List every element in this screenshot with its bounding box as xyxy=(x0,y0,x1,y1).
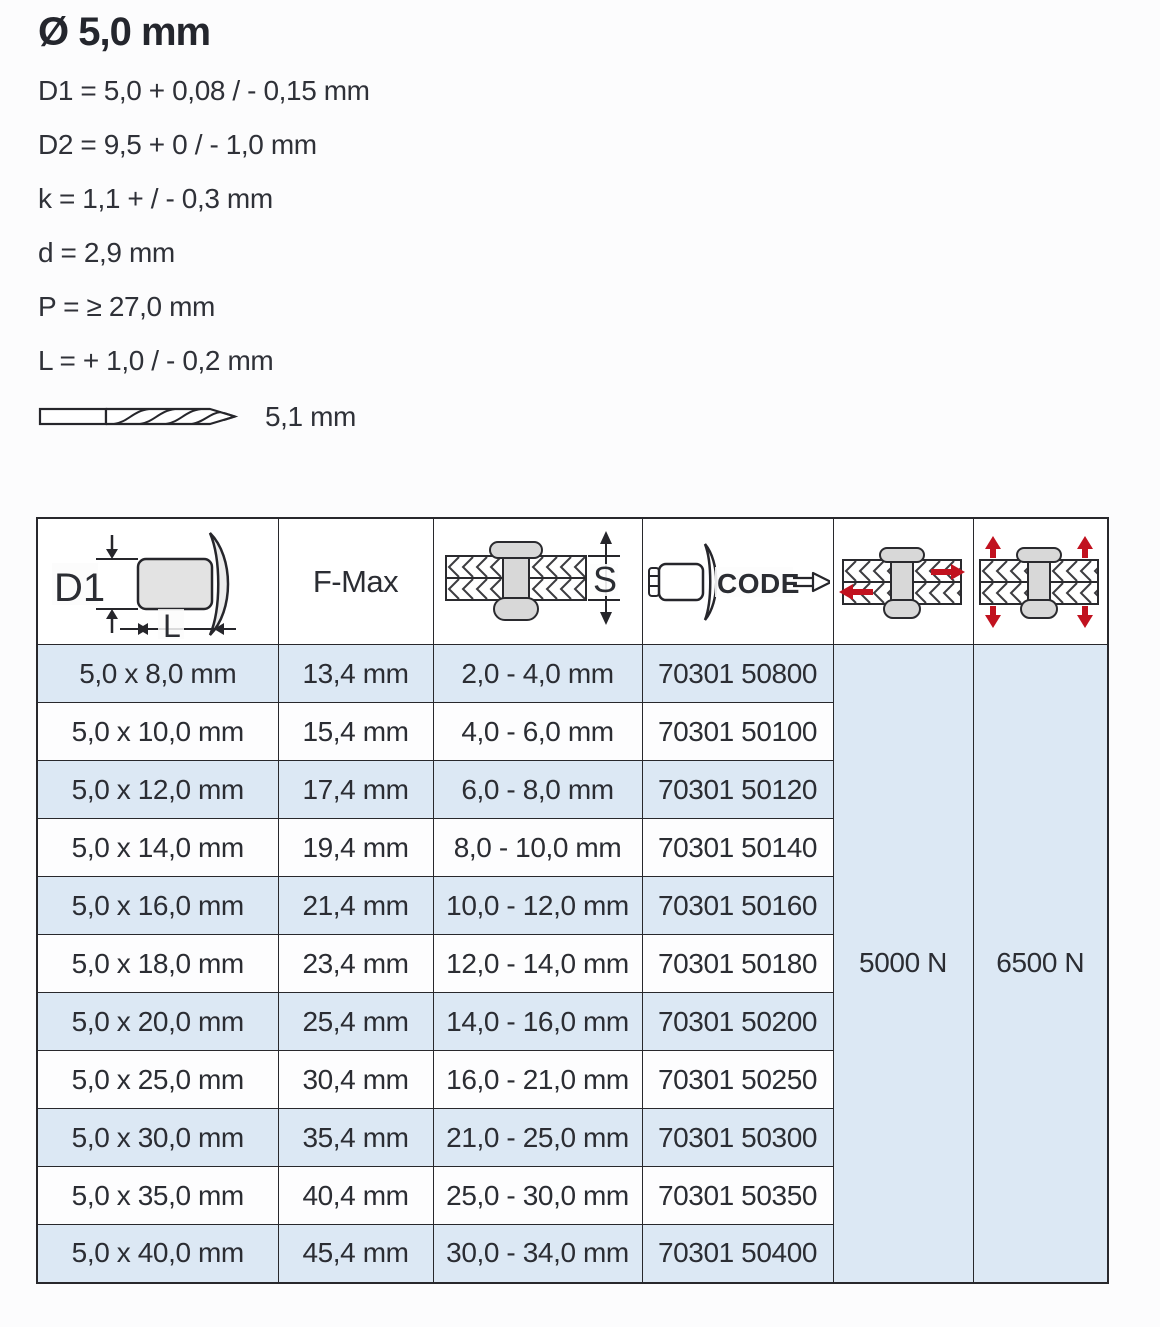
grip-range-cell: 4,0 - 6,0 mm xyxy=(433,703,642,761)
fmax-cell: 25,4 mm xyxy=(278,993,433,1051)
fmax-cell: 23,4 mm xyxy=(278,935,433,993)
spec-list xyxy=(38,77,1160,375)
shear-strength-diagram xyxy=(839,534,967,630)
size-cell: 5,0 x 12,0 mm xyxy=(37,761,278,819)
grip-range-cell: 30,0 - 34,0 mm xyxy=(433,1225,642,1283)
grip-range-s-label: S xyxy=(593,558,618,600)
l-dimension-label: L xyxy=(163,607,182,641)
code-cell: 70301 50140 xyxy=(642,819,833,877)
rivet-tail xyxy=(494,598,538,620)
size-cell: 5,0 x 25,0 mm xyxy=(37,1051,278,1109)
spec-line-k: k = 1,1 + / - 0,3 mm xyxy=(38,183,273,214)
drill-diameter-label: 5,1 mm xyxy=(265,401,356,432)
code-cell: 70301 50400 xyxy=(642,1225,833,1283)
fmax-cell: 21,4 mm xyxy=(278,877,433,935)
grip-range-cell: 8,0 - 10,0 mm xyxy=(433,819,642,877)
spec-line-d2: D2 = 9,5 + 0 / - 1,0 mm xyxy=(38,129,317,160)
size-cell: 5,0 x 40,0 mm xyxy=(37,1225,278,1283)
size-cell: 5,0 x 20,0 mm xyxy=(37,993,278,1051)
col-header-shear-strength xyxy=(833,518,973,645)
fmax-cell: 35,4 mm xyxy=(278,1109,433,1167)
code-cell: 70301 50120 xyxy=(642,761,833,819)
table-row xyxy=(37,645,1108,703)
grip-range-cell: 6,0 - 8,0 mm xyxy=(433,761,642,819)
drill-bit-icon xyxy=(38,402,243,432)
grip-range-cell: 2,0 - 4,0 mm xyxy=(433,645,642,703)
spec-line-d1: D1 = 5,0 + 0,08 / - 0,15 mm xyxy=(38,75,370,106)
fmax-cell: 13,4 mm xyxy=(278,645,433,703)
size-cell: 5,0 x 10,0 mm xyxy=(37,703,278,761)
rivet-head xyxy=(490,542,542,558)
grip-range-cell: 14,0 - 16,0 mm xyxy=(433,993,642,1051)
col-header-dimensions xyxy=(37,518,278,645)
code-label: CODE xyxy=(717,567,800,599)
fmax-cell: 19,4 mm xyxy=(278,819,433,877)
size-cell: 5,0 x 35,0 mm xyxy=(37,1167,278,1225)
size-cell: 5,0 x 16,0 mm xyxy=(37,877,278,935)
code-cell: 70301 50350 xyxy=(642,1167,833,1225)
col-header-code xyxy=(642,518,833,645)
fmax-cell: 40,4 mm xyxy=(278,1167,433,1225)
size-cell: 5,0 x 14,0 mm xyxy=(37,819,278,877)
col-header-fmax: F-Max xyxy=(278,518,433,645)
fmax-cell: 30,4 mm xyxy=(278,1051,433,1109)
shear-strength-value: 5000 N xyxy=(833,645,973,1283)
fmax-cell: 17,4 mm xyxy=(278,761,433,819)
col-header-grip-range xyxy=(433,518,642,645)
grip-range-cell: 25,0 - 30,0 mm xyxy=(433,1167,642,1225)
spec-line-d: d = 2,9 mm xyxy=(38,237,175,268)
page-title: Ø 5,0 mm xyxy=(38,10,211,54)
spec-line-l: L = + 1,0 / - 0,2 mm xyxy=(38,345,274,376)
code-cell: 70301 50160 xyxy=(642,877,833,935)
grip-range-cell: 16,0 - 21,0 mm xyxy=(433,1051,642,1109)
code-cell: 70301 50250 xyxy=(642,1051,833,1109)
col-header-tensile-strength xyxy=(973,518,1108,645)
d1-dimension-label: D1 xyxy=(54,565,106,610)
grip-range-cell: 10,0 - 12,0 mm xyxy=(433,877,642,935)
code-cell: 70301 50200 xyxy=(642,993,833,1051)
code-cell: 70301 50100 xyxy=(642,703,833,761)
size-cell: 5,0 x 18,0 mm xyxy=(37,935,278,993)
grip-range-diagram xyxy=(440,526,635,638)
tensile-strength-diagram xyxy=(976,534,1104,630)
fmax-cell: 15,4 mm xyxy=(278,703,433,761)
rivet-code-diagram xyxy=(645,534,830,630)
rivet-dimension-diagram xyxy=(50,523,265,641)
rivet-spec-table xyxy=(36,517,1109,1284)
drill-size-row xyxy=(38,401,1160,433)
fmax-cell: 45,4 mm xyxy=(278,1225,433,1283)
size-cell: 5,0 x 30,0 mm xyxy=(37,1109,278,1167)
grip-range-cell: 21,0 - 25,0 mm xyxy=(433,1109,642,1167)
grip-range-cell: 12,0 - 14,0 mm xyxy=(433,935,642,993)
table-body xyxy=(37,645,1108,1283)
size-cell: 5,0 x 8,0 mm xyxy=(37,645,278,703)
code-cell: 70301 50300 xyxy=(642,1109,833,1167)
code-cell: 70301 50180 xyxy=(642,935,833,993)
spec-line-p: P = ≥ 27,0 mm xyxy=(38,291,215,322)
table-header-row xyxy=(37,518,1108,645)
code-cell: 70301 50800 xyxy=(642,645,833,703)
tensile-strength-value: 6500 N xyxy=(973,645,1108,1283)
